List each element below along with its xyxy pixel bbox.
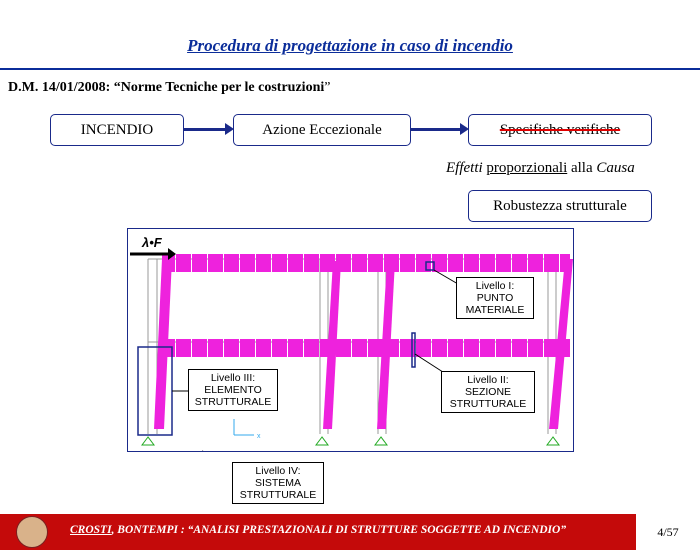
robustezza-label: Robustezza strutturale — [493, 198, 627, 214]
axis-icon — [234, 419, 254, 435]
arrow-1 — [184, 128, 226, 131]
livello2-line2: SEZIONE — [464, 386, 512, 398]
livello1-line2: PUNTO — [476, 292, 514, 304]
subtitle-main: D.M. 14/01/2008: “Norme Tecniche per le costruzioni — [8, 80, 325, 95]
footer — [0, 512, 700, 550]
axis-x-label: x — [257, 433, 261, 440]
livello1-line3: MATERIALE — [465, 304, 525, 316]
causa-word: Causa — [596, 160, 635, 176]
footer-author: CROSTI — [70, 524, 112, 536]
azione-box — [233, 114, 411, 146]
footer-text — [70, 524, 566, 536]
livello1-line1: Livello I: — [475, 280, 515, 292]
upper-beam — [162, 254, 570, 272]
footer-title: , BONTEMPI : “ANALISI PRESTAZIONALI DI STRUTTURE SOGGETTE AD INCENDIO” — [111, 524, 567, 536]
frame-figure — [127, 228, 574, 452]
callout-line-1 — [434, 270, 458, 284]
alla-word: alla — [570, 160, 593, 176]
livello4-line3: STRUTTURALE — [239, 489, 317, 501]
robustezza-box — [468, 190, 652, 222]
incendio-box — [50, 114, 184, 146]
effetti-text — [446, 160, 635, 177]
title-divider — [0, 68, 700, 70]
slide-title: Procedura di progettazione in caso di incendio — [187, 36, 513, 55]
azione-label: Azione Eccezionale — [262, 122, 382, 138]
livello3-line2: ELEMENTO — [204, 384, 262, 396]
livello1-callout — [456, 277, 534, 319]
lower-beam — [162, 339, 570, 357]
livello4-line1: Livello IV: — [255, 465, 301, 477]
verifiche-box — [468, 114, 652, 146]
frame-drawing — [128, 229, 573, 451]
livello4-line2: SISTEMA — [254, 477, 302, 489]
effetti-word: Effetti — [446, 160, 483, 176]
livello2-line3: STRUTTURALE — [449, 398, 527, 410]
livello2-callout — [441, 371, 535, 413]
subtitle — [8, 80, 330, 96]
subtitle-close: ” — [324, 80, 331, 95]
force-label: λ•F — [142, 235, 162, 250]
livello4-callout — [232, 462, 324, 504]
incendio-label: INCENDIO — [80, 122, 154, 138]
supports — [142, 437, 559, 445]
livello3-callout — [188, 369, 278, 411]
proporzionali-word: proporzionali — [486, 160, 568, 176]
livello3-line1: Livello III: — [210, 372, 256, 384]
university-logo-icon — [16, 516, 48, 548]
livello3-line3: STRUTTURALE — [194, 396, 272, 408]
arrow-2 — [411, 128, 461, 131]
livello2-line1: Livello II: — [467, 374, 509, 386]
page-number: 4/57 — [657, 525, 679, 539]
verifiche-label: Specifiche verifiche — [499, 122, 621, 138]
